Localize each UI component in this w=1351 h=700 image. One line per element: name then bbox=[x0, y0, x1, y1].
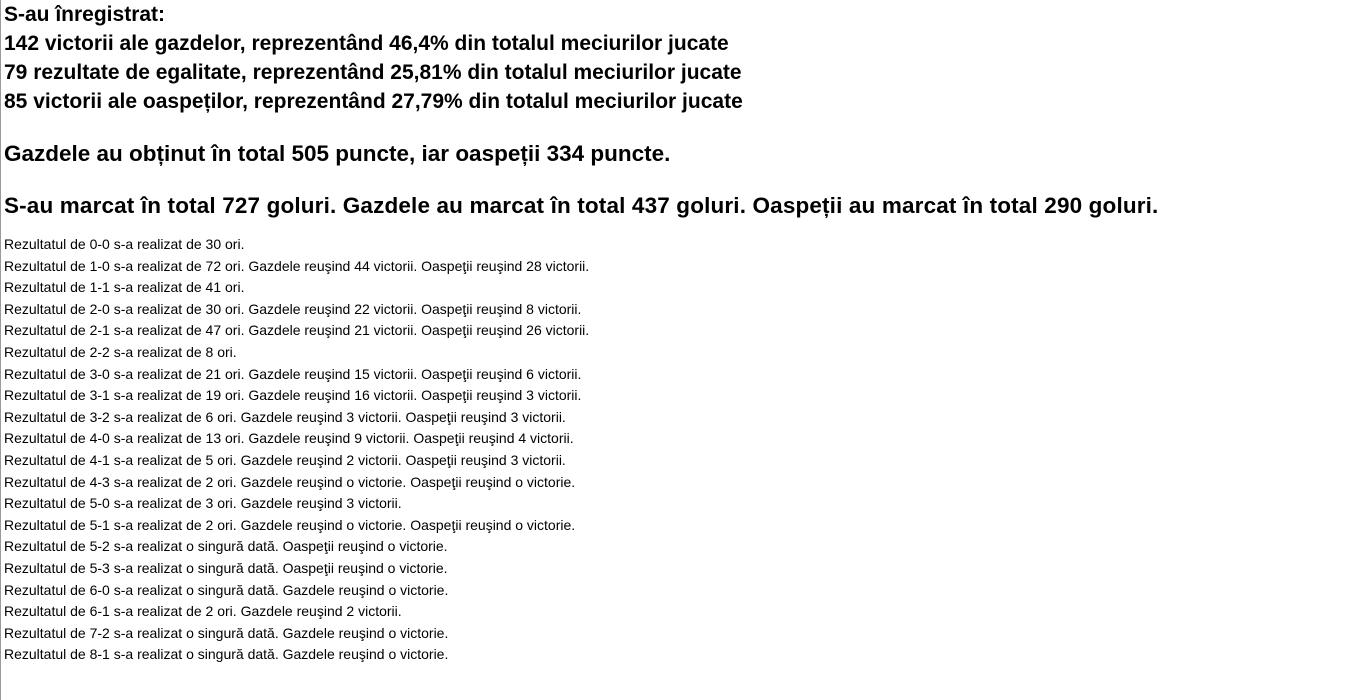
result-row: Rezultatul de 5-0 s-a realizat de 3 ori. Gazdele reuşind 3 victorii. bbox=[4, 495, 402, 512]
result-row: Rezultatul de 5-3 s-a realizat o singură dată. Oaspeţii reuşind o victorie. bbox=[4, 559, 448, 576]
result-row: Rezultatul de 5-2 s-a realizat o singură dată. Oaspeţii reuşind o victorie. bbox=[4, 538, 448, 555]
result-row: Rezultatul de 4-1 s-a realizat de 5 ori. Gazdele reuşind 2 victorii. Oaspeţii reuşind 3 victorii. bbox=[4, 451, 566, 468]
result-row: Rezultatul de 0-0 s-a realizat de 30 ori. bbox=[4, 236, 245, 252]
result-row: Rezultatul de 3-0 s-a realizat de 21 ori. Gazdele reuşind 15 victorii. Oaspeţii reuşind 6 victorii. bbox=[4, 365, 582, 382]
result-row: Rezultatul de 1-1 s-a realizat de 41 ori. bbox=[4, 279, 245, 296]
points-totals-line: Gazdele au obținut în total 505 puncte, iar oaspeții 334 puncte. bbox=[4, 141, 671, 166]
draws-line: 79 rezultate de egalitate, reprezentând 25,81% din totalul meciurilor jucate bbox=[4, 61, 742, 84]
result-row: Rezultatul de 1-0 s-a realizat de 72 ori. Gazdele reuşind 44 victorii. Oaspeţii reuşind 28 victorii. bbox=[4, 257, 590, 274]
result-row: Rezultatul de 2-2 s-a realizat de 8 ori. bbox=[4, 343, 237, 360]
page-left-border bbox=[0, 0, 1, 700]
results-summary bbox=[4, 0, 1351, 116]
result-row: Rezultatul de 4-0 s-a realizat de 13 ori. Gazdele reuşind 9 victorii. Oaspeţii reuşind 4 victorii. bbox=[4, 430, 574, 447]
result-row: Rezultatul de 2-1 s-a realizat de 47 ori. Gazdele reuşind 21 victorii. Oaspeţii reuşind 26 victorii. bbox=[4, 322, 590, 339]
result-row: Rezultatul de 5-1 s-a realizat de 2 ori. Gazdele reuşind o victorie. Oaspeţii reuşind o victorie. bbox=[4, 516, 576, 533]
scoreline-results-list bbox=[4, 234, 1351, 666]
result-row: Rezultatul de 6-1 s-a realizat de 2 ori. Gazdele reuşind 2 victorii. bbox=[4, 603, 402, 620]
result-row: Rezultatul de 3-1 s-a realizat de 19 ori. Gazdele reuşind 16 victorii. Oaspeţii reuşind 3 victorii. bbox=[4, 387, 582, 404]
result-row: Rezultatul de 4-3 s-a realizat de 2 ori. Gazdele reuşind o victorie. Oaspeţii reuşind o victorie. bbox=[4, 473, 576, 490]
result-row: Rezultatul de 8-1 s-a realizat o singură dată. Gazdele reuşind o victorie. bbox=[4, 646, 449, 663]
result-row: Rezultatul de 3-2 s-a realizat de 6 ori. Gazdele reuşind 3 victorii. Oaspeţii reuşind 3 victorii. bbox=[4, 408, 566, 425]
goals-totals-line: S-au marcat în total 727 goluri. Gazdele au marcat în total 437 goluri. Oaspeții au marcat în total 290 goluri. bbox=[4, 193, 1159, 218]
summary-heading: S-au înregistrat: bbox=[4, 3, 166, 26]
result-row: Rezultatul de 6-0 s-a realizat o singură dată. Gazdele reuşind o victorie. bbox=[4, 581, 449, 598]
result-row: Rezultatul de 2-0 s-a realizat de 30 ori. Gazdele reuşind 22 victorii. Oaspeţii reuşind 8 victorii. bbox=[4, 300, 582, 317]
away-wins-line: 85 victorii ale oaspeților, reprezentând 27,79% din totalul meciurilor jucate bbox=[4, 90, 743, 113]
home-wins-line: 142 victorii ale gazdelor, reprezentând 46,4% din totalul meciurilor jucate bbox=[4, 32, 729, 55]
statistics-document bbox=[4, 0, 1351, 666]
result-row: Rezultatul de 7-2 s-a realizat o singură dată. Gazdele reuşind o victorie. bbox=[4, 624, 449, 641]
